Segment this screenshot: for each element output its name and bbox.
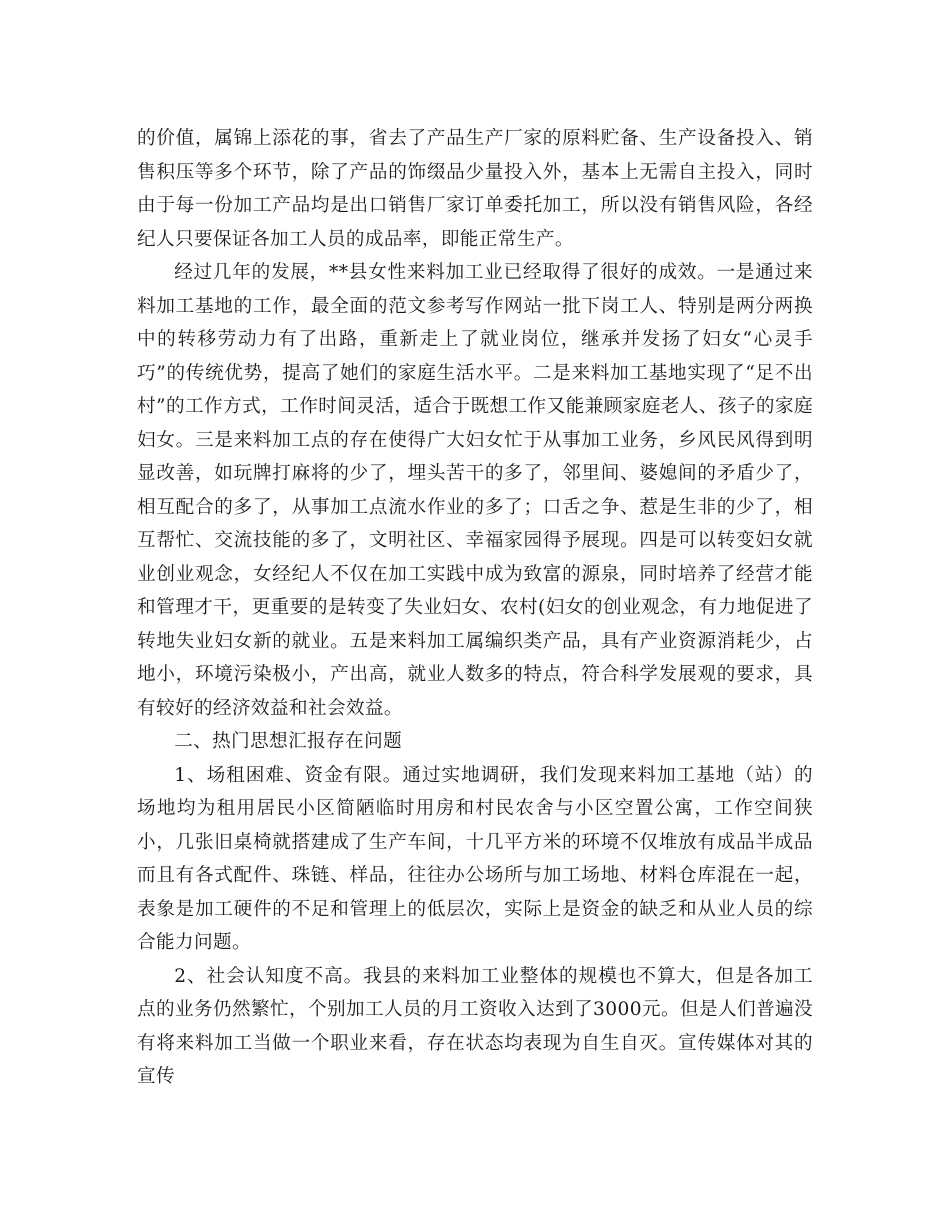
document-body	[137, 122, 813, 1094]
paragraph-problem-2: 2、社会认知度不高。我县的来料加工业整体的规模也不算大，但是各加工点的业务仍然繁忙，个别加工人员的月工资收入达到了3000元。但是人们普遍没有将来料加工当做一个职业来看，存在状态均表现为自生自灭。宣传媒体对其的宣传	[137, 965, 813, 1087]
paragraph-achievements: 经过几年的发展，**县女性来料加工业已经取得了很好的成效。一是通过来料加工基地的工作，最全面的范文参考写作网站一批下岗工人、特别是两分两换中的转移劳动力有了出路，重新走上了就业岗位，继承并发扬了妇女“心灵手巧”的传统优势，提高了她们的家庭生活水平。二是来料加工基地实现了“足不出村”的工作方式，工作时间灵活，适合于既想工作又能兼顾家庭老人、孩子的家庭妇女。三是来料加工点的存在使得广大妇女忙于从事加工业务，乡风民风得到明显改善，如玩牌打麻将的少了，埋头苦干的多了，邻里间、婆媳间的矛盾少了，相互配合的多了，从事加工点流水作业的多了；口舌之争、惹是生非的少了，相互帮忙、交流技能的多了，文明社区、幸福家园得予展现。四是可以转变妇女就业创业观念，女经纪人不仅在加工实践中成为致富的源泉，同时培养了经营才能和管理才干，更重要的是转变了失业妇女、农村(妇女的创业观念，有力地促进了转地失业妇女新的就业。五是来料加工属编织类产品，具有产业资源消耗少，占地小，环境污染极小，产出高，就业人数多的特点，符合科学发展观的要求，具有较好的经济效益和社会效益。	[137, 262, 813, 719]
section-heading-problems: 二、热门思想汇报存在问题	[174, 731, 403, 752]
paragraph-problem-1: 1、场租困难、资金有限。通过实地调研，我们发现来料加工基地（站）的场地均为租用居民小区简陋临时用房和村民农舍与小区空置公寓，工作空间狭小，几张旧桌椅就搭建成了生产车间，十几平方米的环境不仅堆放有成品半成品而且有各式配件、珠链、样品，往往办公场所与加工场地、材料仓库混在一起，表象是加工硬件的不足和管理上的低层次，实际上是资金的缺乏和从业人员的综合能力问题。	[137, 764, 813, 953]
paragraph-continuation: 的价值，属锦上添花的事，省去了产品生产厂家的原料贮备、生产设备投入、销售积压等多个环节，除了产品的饰缀品少量投入外，基本上无需自主投入，同时由于每一份加工产品均是出口销售厂家订单委托加工，所以没有销售风险，各经纪人只要保证各加工人员的成品率，即能正常生产。	[137, 128, 813, 250]
